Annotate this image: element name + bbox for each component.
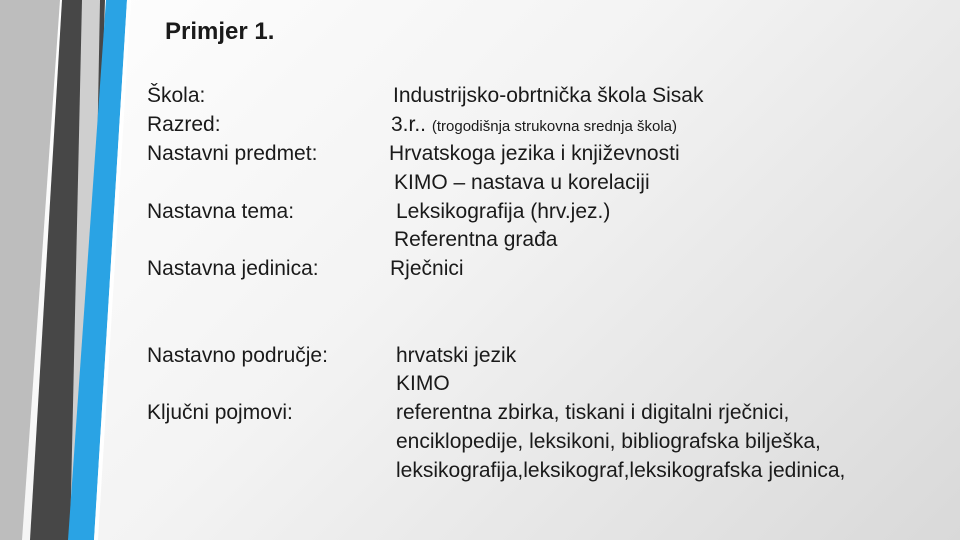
value-pojmovi-3: leksikografija,leksikograf,leksikografska jedinica, bbox=[396, 459, 846, 482]
label-pojmovi: Ključni pojmovi: bbox=[147, 401, 293, 424]
value-razred bbox=[391, 113, 677, 139]
value-predmet-2: KIMO – nastava u korelaciji bbox=[394, 171, 650, 194]
value-podrucje-2: KIMO bbox=[396, 372, 450, 395]
page-title: Primjer 1. bbox=[165, 18, 275, 45]
label-skola: Škola: bbox=[147, 84, 206, 107]
value-skola: Industrijsko-obrtnička škola Sisak bbox=[393, 84, 704, 107]
value-podrucje-1: hrvatski jezik bbox=[396, 344, 517, 367]
value-jedinica: Rječnici bbox=[390, 257, 464, 280]
value-predmet-1: Hrvatskoga jezika i književnosti bbox=[389, 142, 680, 165]
value-razred-note: (trogodišnja strukovna srednja škola) bbox=[431, 118, 677, 135]
label-tema: Nastavna tema: bbox=[147, 200, 295, 223]
value-razred-main: 3.r.. bbox=[391, 113, 427, 136]
value-pojmovi-1: referentna zbirka, tiskani i digitalni rječnici, bbox=[396, 401, 790, 424]
label-razred: Razred: bbox=[147, 113, 221, 136]
label-jedinica: Nastavna jedinica: bbox=[147, 257, 319, 280]
value-tema-2: Referentna građa bbox=[394, 228, 558, 251]
value-pojmovi-2: enciklopedije, leksikoni, bibliografska bilješka, bbox=[396, 430, 821, 453]
label-podrucje: Nastavno područje: bbox=[147, 344, 328, 367]
value-tema-1: Leksikografija (hrv.jez.) bbox=[396, 200, 611, 223]
label-predmet: Nastavni predmet: bbox=[147, 142, 318, 165]
